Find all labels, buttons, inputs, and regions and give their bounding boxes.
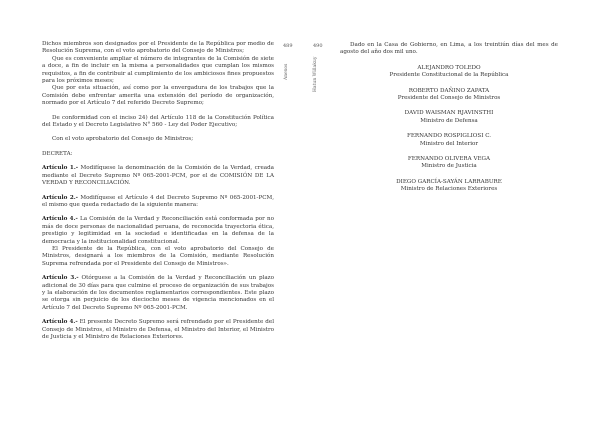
article [42, 216, 274, 246]
signatory-title: Presidente Constitucional de la República [389, 72, 509, 79]
signatory [340, 179, 558, 194]
signatory-title: Ministro de Defensa [420, 117, 478, 124]
signatory-title: Presidente del Consejo de Ministros [397, 95, 501, 102]
signatory-name: DAVID WAISMAN RJAVINSTHI [404, 110, 494, 117]
signatory [340, 88, 558, 103]
article-text: Modifíquese el Artículo 4 del Decreto Supremo Nº 065-2001-PCM, el mismo que queda redactado de la siguiente manera: [42, 194, 274, 208]
article-text: El presente Decreto Supremo será refrendado por el Presidente del Consejo de Ministros, el Ministro de Defensa, el Ministro del Interior, el Ministro de Justicia y el Ministro de Relaciones Exteriores. [42, 319, 274, 340]
article-extra: El Presidente de la República, con el voto aprobatorio del Consejo de Ministros, designará a los miembros de la Comisión, mediante Resolución Suprema refrendada por el Presidente del Consejo de Ministros». [42, 245, 274, 267]
signatory-name: ALEJANDRO TOLEDO [417, 64, 481, 71]
page-number-left: 489 [283, 43, 293, 49]
article [42, 275, 274, 312]
side-label-left: Anexos [284, 63, 289, 80]
signatory-name: FERNANDO ROSPIGLIOSI C. [406, 133, 492, 140]
signatory [340, 65, 558, 80]
paragraph: Que por esta situación, así como por la envergadura de los trabajos que la Comisión debe enfrentar amerita una extensión del período de organización, normado por el Artículo 7 del referido Decreto Supremo; [42, 85, 274, 107]
paragraph: Que es conveniente ampliar el número de integrantes de la Comisión de siete a doce, a fin de incluir en la misma a personalidades que cumplan los mismos requisitos, a fin de contribuir al cumplimiento de los ambiciosos fines propuestos para los próximos meses; [42, 55, 274, 85]
signatory-name: ROBERTO DAÑINO ZAPATA [408, 87, 490, 94]
side-label-right: Hatun Willakuy [313, 56, 318, 92]
article-head: Artículo 3.- [42, 275, 79, 282]
signatory-name: DIEGO GARCÍA-SAYÁN LARRABURE [396, 178, 502, 185]
right-page-text [340, 42, 558, 194]
article [42, 319, 274, 341]
signatory-title: Ministro de Relaciones Exteriores [400, 186, 498, 193]
signatory [340, 156, 558, 171]
article-text: Modifíquese la denominación de la Comisión de la Verdad, creada mediante el Decreto Supremo Nº 065-2001-PCM, por el de COMISIÓN DE LA VERDAD Y RECONCILIACIÓN. [42, 165, 274, 187]
page-number-right: 490 [313, 43, 323, 49]
article-head: Artículo 4.- [42, 319, 78, 326]
article [42, 165, 274, 187]
signatory [340, 133, 558, 148]
paragraph: Dichos miembros son designados por el Presidente de la República por medio de Resolución Suprema, con el voto aprobatorio del Consejo de Ministros; [42, 41, 274, 55]
signatory [340, 110, 558, 125]
article-head: Artículo 2.- [42, 194, 78, 201]
signatory-name: FERNANDO OLIVERA VEGA [407, 156, 491, 163]
article-head: Artículo 4.- [42, 216, 78, 223]
paragraph: De conformidad con el inciso 24) del Artículo 118 de la Constitución Política del Estado y el Decreto Legislativo N° 560 - Ley del Poder Ejecutivo; [42, 114, 274, 129]
article-text: Otórguese a la Comisión de la Verdad y Reconciliación un plazo adicional de 30 días para que culmine el proceso de organización de sus trabajos y la elaboración de los documentos reglamentarios correspondientes. Este plazo se otorga sin perjuicio de los dieciocho meses de vigencia mencionados en el Artículo 7 del Decreto Supremo Nº 065-2001-PCM. [42, 275, 274, 311]
decreta-heading: DECRETA: [42, 150, 73, 157]
paragraph: Con el voto aprobatorio del Consejo de Ministros; [52, 136, 194, 143]
article [42, 195, 274, 210]
signatory-title: Ministro del Interior [419, 140, 479, 147]
article-text: La Comisión de la Verdad y Reconciliación está conformada por no más de doce personas de nacionalidad peruana, de reconocida trayectoria ética, prestigio y legitimidad en la sociedad e identificadas en la defensa de la democracia y la institucionalidad constitucional. [42, 216, 274, 245]
closing-paragraph: Dado en la Casa de Gobierno, en Lima, a los treintiún días del mes de agosto del año dos mil uno. [340, 42, 558, 56]
left-page-text [42, 41, 274, 341]
article-head: Artículo 1.- [42, 165, 79, 172]
signatory-title: Ministro de Justicia [421, 163, 477, 170]
